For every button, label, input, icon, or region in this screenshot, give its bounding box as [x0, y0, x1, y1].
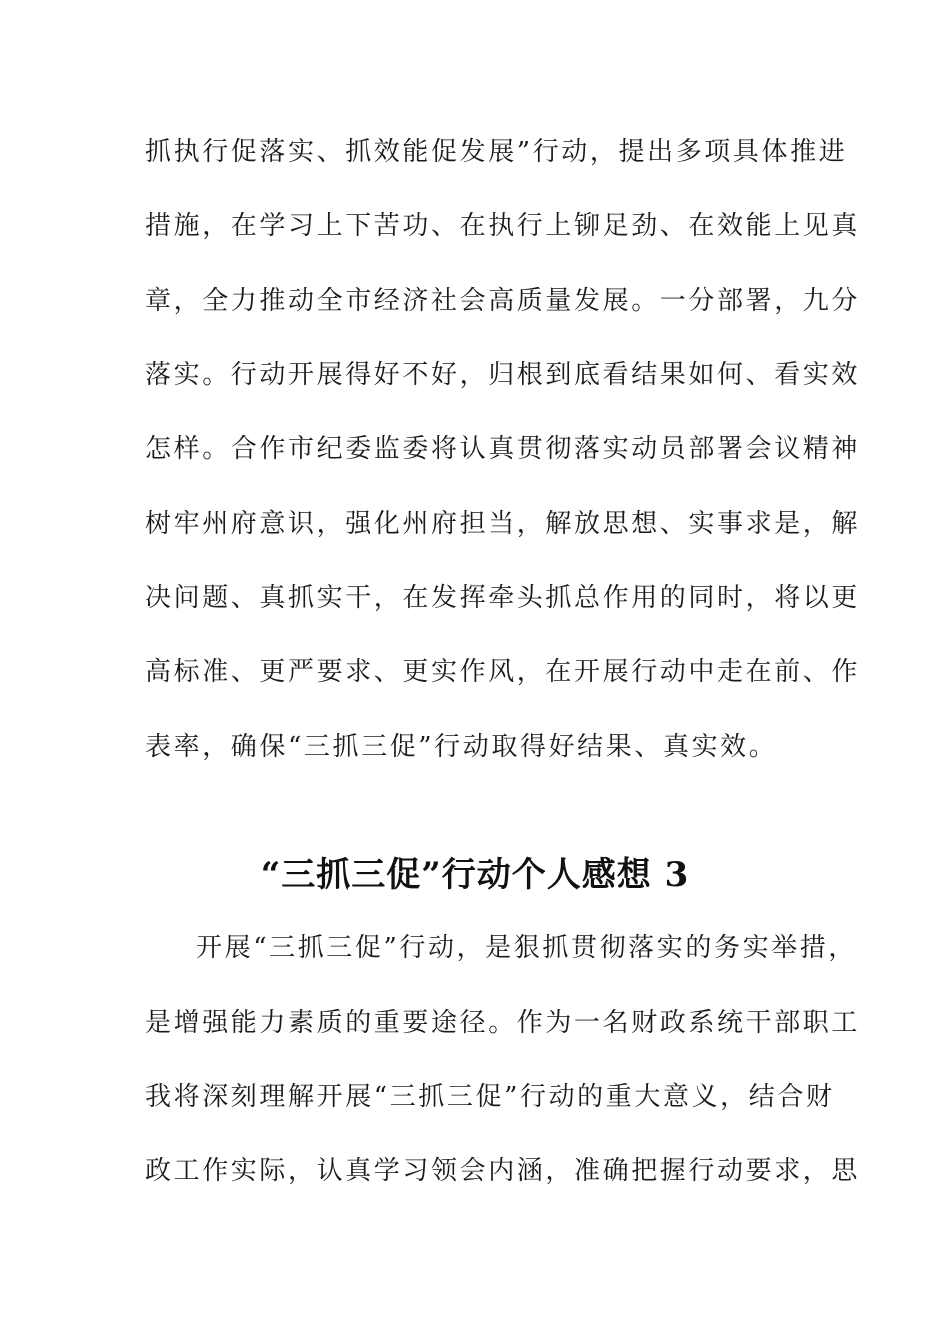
paragraph-line: 树牢州府意识，强化州府担当，解放思想、实事求是，解 — [145, 509, 861, 539]
section-heading: “三抓三促”行动个人感想 3 — [260, 855, 690, 895]
paragraph-line: 抓执行促落实、抓效能促发展”行动，提出多项具体推进 — [145, 137, 848, 167]
paragraph-line: 高标准、更严要求、更实作风，在开展行动中走在前、作 — [145, 657, 861, 687]
paragraph-line: 表率，确保“三抓三促”行动取得好结果、真实效。 — [145, 732, 778, 762]
paragraph-line: 措施，在学习上下苦功、在执行上铆足劲、在效能上见真 — [145, 211, 861, 241]
paragraph-line: 我将深刻理解开展“三抓三促”行动的重大意义，结合财 — [145, 1082, 835, 1112]
paragraph-line: 落实。行动开展得好不好，归根到底看结果如何、看实效 — [145, 360, 861, 390]
paragraph-line: 决问题、真抓实干，在发挥牵头抓总作用的同时，将以更 — [145, 583, 861, 613]
paragraph-line: 章，全力推动全市经济社会高质量发展。一分部署，九分 — [145, 286, 861, 316]
paragraph-line: 政工作实际，认真学习领会内涵，准确把握行动要求，思 — [145, 1156, 861, 1186]
paragraph-line: 是增强能力素质的重要途径。作为一名财政系统干部职工 — [145, 1008, 861, 1038]
paragraph-line: 怎样。合作市纪委监委将认真贯彻落实动员部署会议精神 — [145, 434, 861, 464]
paragraph-line: 开展“三抓三促”行动，是狠抓贯彻落实的务实举措， — [196, 933, 857, 963]
